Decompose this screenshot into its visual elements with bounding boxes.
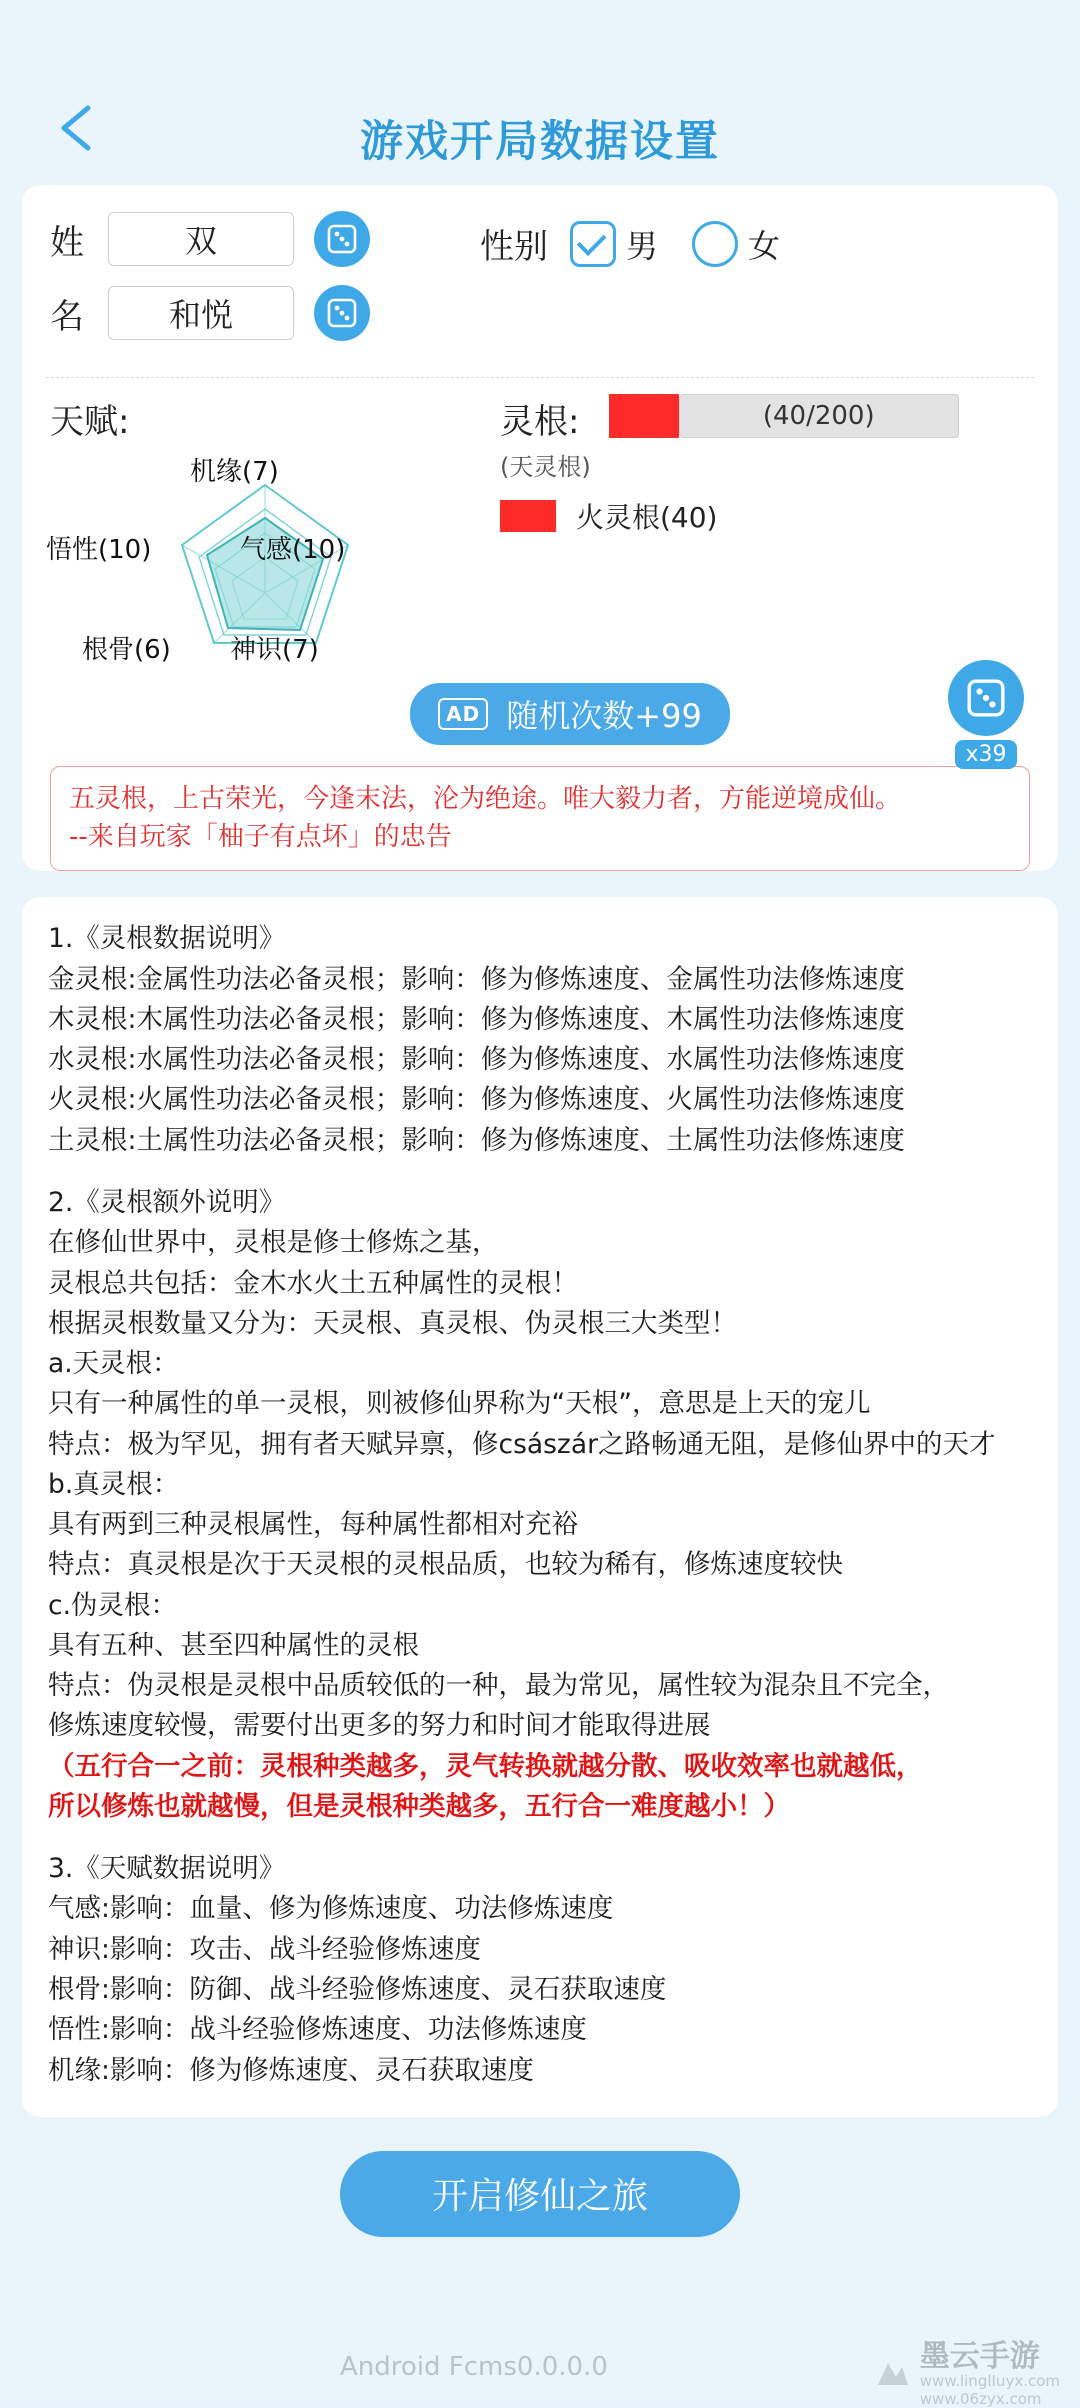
page-title: 游戏开局数据设置 [360,117,720,167]
notice-box [50,766,1030,871]
info-line [48,1161,1032,1183]
surname-input[interactable] [108,212,294,266]
radar-label-shenshi: 神识(7) [230,635,319,665]
actions-row [22,660,1058,767]
ad-badge: AD [438,698,488,730]
info-line: 根据灵根数量又分为：天灵根、真灵根、伪灵根三大类型！ [48,1307,737,1339]
watermark-url-2: www.06zyx.com [919,2390,1042,2408]
info-line: 具有两到三种灵根属性，每种属性都相对充裕 [48,1509,578,1541]
info-line: 2.《灵根额外说明》 [48,1186,286,1218]
reroll-count-badge: x39 [955,740,1016,769]
profile-section [22,185,1058,361]
info-card [22,897,1058,2116]
linggen-subtitle: (天灵根) [500,453,591,481]
info-line: 修炼速度较慢，需要付出更多的努力和时间才能取得进展 [48,1710,711,1742]
info-line: 特点：真灵根是次于天灵根的灵根品质，也较为稀有，修炼速度较快 [48,1549,843,1581]
dice-icon [325,222,359,256]
radar-label-jiyuan: 机缘(7) [190,457,279,487]
notice-line-2: --来自玩家「柚子有点坏」的忠告 [69,821,452,852]
reroll-dice-button[interactable] [948,660,1024,736]
linggen-progress-lead [609,394,679,438]
watermark-brand [872,2339,1060,2408]
info-line: 悟性:影响：战斗经验修炼速度、功法修炼速度 [48,2014,587,2046]
gender-option-female-checkbox[interactable] [692,221,738,267]
gender-option-male-label: 男 [626,226,659,265]
linggen-progress-text: (40/200) [762,401,875,431]
watermark-build-text: Android Fcms0.0.0.0 [340,2352,608,2382]
talent-block [46,394,490,665]
ad-reward-button[interactable] [410,683,730,745]
gender-option-female-label: 女 [748,226,781,265]
info-line: 具有五种、甚至四种属性的灵根 [48,1629,419,1661]
radar-label-wuxing: 悟性(10) [46,535,152,565]
watermark-brand-name: 墨云手游 [919,2339,1040,2374]
ad-button-label: 随机次数+99 [506,697,702,735]
gender-group [480,219,814,268]
info-line: 所以修炼也就越慢，但是灵根种类越多，五行合一难度越小！） [48,1790,790,1822]
info-line: 在修仙世界中，灵根是修士修炼之基， [48,1227,499,1259]
name-rows [50,211,1030,341]
start-button-wrap [0,2151,1080,2237]
info-line: 金灵根:金属性功法必备灵根；影响：修为修炼速度、金属性功法修炼速度 [48,963,905,995]
info-line: 木灵根:木属性功法必备灵根；影响：修为修炼速度、木属性功法修炼速度 [48,1003,905,1035]
linggen-progress-bar [679,394,959,438]
linggen-head [500,394,1030,482]
givenname-random-button[interactable] [314,285,370,341]
givenname-row [50,285,1030,341]
footer-watermarks [0,2339,1080,2408]
givenname-input[interactable] [108,286,294,340]
dice-icon [964,676,1008,720]
reroll-block [948,660,1024,769]
info-line: 火灵根:火属性功法必备灵根；影响：修为修炼速度、火属性功法修炼速度 [48,1084,905,1116]
talent-title: 天赋: [50,402,130,442]
linggen-block [490,394,1030,660]
info-line: 3.《天赋数据说明》 [48,1853,286,1885]
info-line: 只有一种属性的单一灵根，则被修仙界称为“天根”，意思是上天的宠儿 [48,1388,871,1420]
radar-label-qigan: 气感(10) [240,535,346,565]
info-line: 特点：极为罕见，拥有者天赋异禀，修császár之路畅通无阻，是修仙界中的天才 [48,1428,996,1460]
info-line: （五行合一之前：灵根种类越多，灵气转换就越分散、吸收效率也就越低， [48,1750,923,1782]
givenname-label: 名 [50,296,84,337]
info-line: 灵根总共包括：金木水火土五种属性的灵根！ [48,1267,578,1299]
legend-label-fire: 火灵根(40) [576,501,718,534]
gender-option-male-checkbox[interactable] [570,221,616,267]
notice-line-1: 五灵根，上古荣光，今逢末法，沦为绝途。唯大毅力者，方能逆境成仙。 [69,784,902,814]
linggen-progress-row [609,394,959,438]
info-line: 气感:影响：血量、修为修炼速度、功法修炼速度 [48,1893,614,1925]
info-line: 根骨:影响：防御、战斗经验修炼速度、灵石获取速度 [48,1974,667,2006]
info-line: 特点：伪灵根是灵根中品质较低的一种，最为常见，属性较为混杂且不完全， [48,1670,949,1702]
radar-label-genggu: 根骨(6) [82,635,171,665]
linggen-title: 灵根: [500,402,580,442]
info-line: 机缘:影响：修为修炼速度、灵石获取速度 [48,2054,534,2086]
header [0,0,1080,185]
start-journey-button[interactable]: 开启修仙之旅 [340,2151,740,2237]
brand-logo-icon [872,2355,912,2395]
info-line: 水灵根:水属性功法必备灵根；影响：修为修炼速度、水属性功法修炼速度 [48,1044,905,1076]
surname-label: 姓 [50,222,84,263]
info-line: 神识:影响：攻击、战斗经验修炼速度 [48,1933,481,1965]
linggen-legend-item [500,496,1030,536]
talent-radar-chart [46,445,480,665]
surname-random-button[interactable] [314,211,370,267]
setup-card [22,185,1058,871]
info-line: b.真灵根： [48,1468,180,1500]
stats-section [22,378,1058,665]
info-line: a.天灵根： [48,1348,179,1380]
info-text-block [48,919,1032,2090]
legend-swatch-fire [500,500,556,532]
info-line [48,1827,1032,1849]
dice-icon [325,296,359,330]
info-line: 土灵根:土属性功法必备灵根；影响：修为修炼速度、土属性功法修炼速度 [48,1124,905,1156]
watermark-url-1: www.linglIuyx.com [919,2372,1060,2390]
info-line: c.伪灵根： [48,1589,177,1621]
gender-label: 性别 [480,227,548,267]
info-line: 1.《灵根数据说明》 [48,923,286,955]
